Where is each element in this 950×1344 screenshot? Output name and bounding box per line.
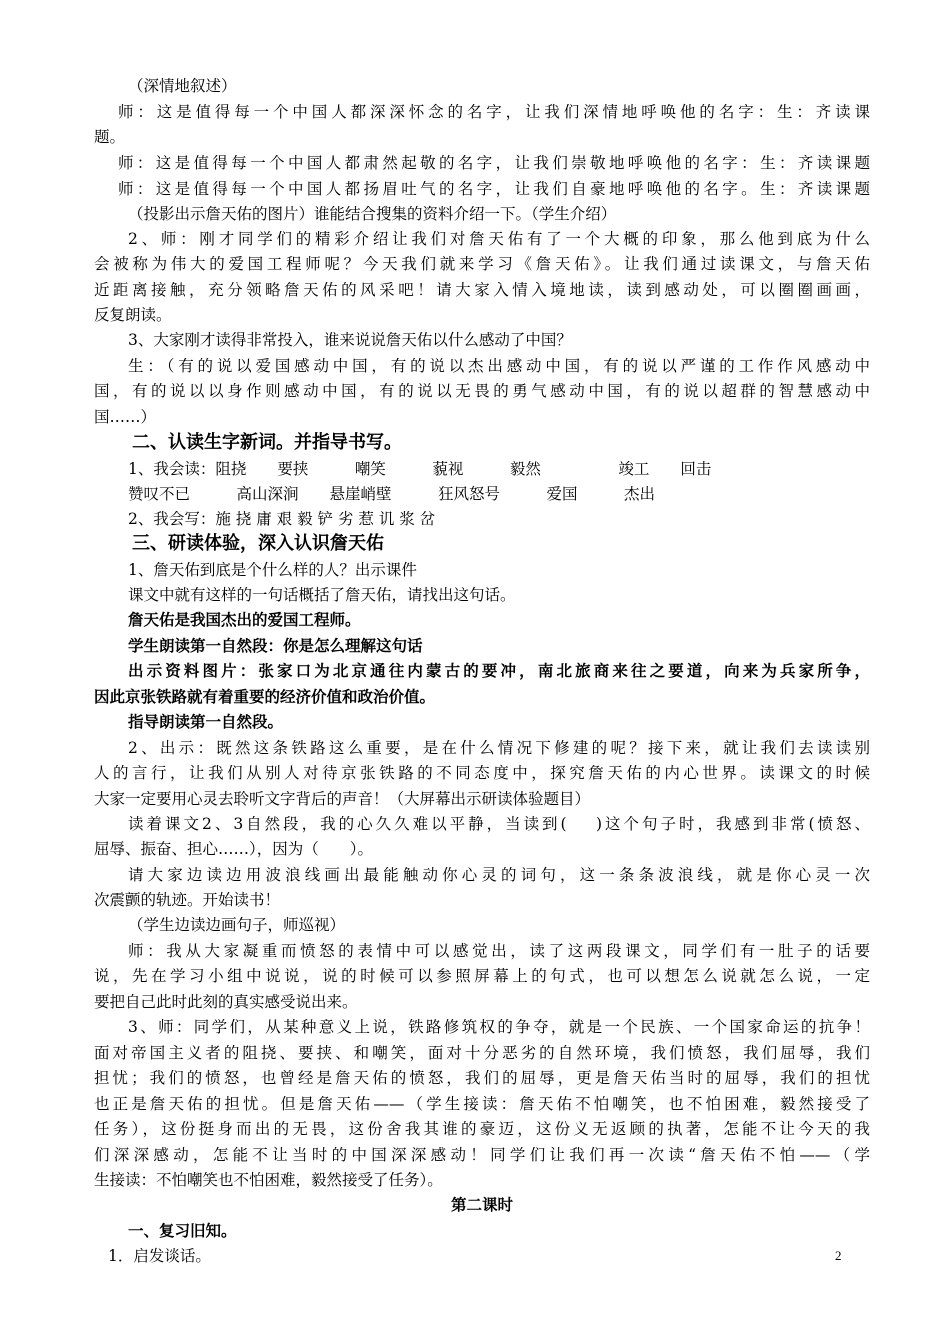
- bold-line: 詹天佑是我国杰出的爱国工程师。: [128, 610, 361, 629]
- text-line: 赞叹不已 高山深涧 悬崖峭壁 狂风怒号 爱国 杰出: [128, 485, 656, 503]
- section-heading: 二、认读生字新词。并指导书写。: [132, 432, 402, 453]
- text-line: 面对帝国主义者的阻挠、要挟、和嘲笑，面对十分恶劣的自然环境，我们愤怒，我们屈辱，我们: [94, 1044, 870, 1062]
- text-line: 要把自己此时此刻的真实感受说出来。: [94, 993, 358, 1011]
- text-line: 国……）: [94, 408, 157, 426]
- text-line: 也正是詹天佑的担忧。但是詹天佑——（学生接读：詹天佑不怕嘲笑，也不怕困难，毅然接受了: [94, 1095, 870, 1113]
- text-line: 师：这是值得每一个中国人都肃然起敬的名字，让我们崇敬地呼唤他的名字：生：齐读课题: [118, 154, 870, 172]
- text-line: 国，有的说以以身作则感动中国，有的说以无畏的勇气感动中国，有的说以超群的智慧感动中: [94, 382, 870, 400]
- text-line: 们深深感动，怎能不让当时的中国深深感动！同学们让我们再一次读“詹天佑不怕——（学: [94, 1146, 870, 1164]
- bold-line: 出示资料图片：张家口为北京通往内蒙古的要冲，南北旅商来往之要道，向来为兵家所争，: [128, 661, 870, 680]
- page-number: 2: [835, 1248, 842, 1263]
- text-line: 课文中就有这样的一句话概括了詹天佑，请找出这句话。: [128, 586, 516, 604]
- text-line: 1、詹天佑到底是个什么样的人？出示课件: [128, 561, 417, 579]
- text-line: 生接读：不怕嘲笑也不怕困难，毅然接受了任务）。: [94, 1171, 443, 1189]
- bold-line: 指导朗读第一自然段。: [128, 712, 284, 731]
- text-line: 反复朗读。: [94, 306, 172, 324]
- text-line: 说，先在学习小组中说说，说的时候可以参照屏幕上的句式，也可以想怎么说就怎么说，一定: [94, 967, 870, 985]
- text-line: 1、我会读：阻挠 要挟 嘲笑 藐视 毅然 竣工 回击: [128, 460, 712, 478]
- lesson-heading: 第二课时: [450, 1195, 513, 1214]
- text-line: 2、我会写：施 挠 庸 艰 毅 铲 劣 惹 讥 浆 岔: [128, 510, 436, 528]
- text-line: 读着课文2、3自然段，我的心久久难以平静，当读到( )这个句子时，我感到非常(愤怒、: [128, 815, 870, 833]
- bold-line: 学生朗读第一自然段：你是怎么理解这句话: [128, 636, 423, 655]
- text-line: 3、大家刚才读得非常投入，谁来说说詹天佑以什么感动了中国？: [128, 331, 572, 349]
- text-line: 担忧；我们的愤怒，也曾经是詹天佑的愤怒，我们的屈辱，更是詹天佑当时的屈辱，我们的担忧: [94, 1069, 870, 1087]
- text-line: 人的言行，让我们从别人对待京张铁路的不同态度中，探究詹天佑的内心世界。读课文的时候: [94, 764, 870, 782]
- text-line: （学生边读边画句子，师巡视）: [128, 916, 346, 934]
- text-line: 会被称为伟大的爱国工程师呢？今天我们就来学习《詹天佑》。让我们通过读课文，与詹天佑: [94, 255, 870, 273]
- text-line: 屈辱、振奋、担心……），因为（ ）。: [94, 840, 374, 858]
- text-line: 师：这是值得每一个中国人都扬眉吐气的名字，让我们自豪地呼唤他的名字。生：齐读课题: [118, 180, 870, 198]
- text-line: 任务），这份挺身而出的无畏，这份舍我其谁的豪迈，这份义无返顾的执著，怎能不让今天的我: [94, 1120, 870, 1138]
- text-line: 题。: [94, 128, 126, 146]
- text-line: 大家一定要用心灵去聆听文字背后的声音！（大屏幕出示研读体验题目）: [94, 790, 591, 808]
- text-line: 3、师：同学们，从某种意义上说，铁路修筑权的争夺，就是一个民族、一个国家命运的抗争！: [128, 1018, 870, 1036]
- bold-line: 一、复习旧知。: [128, 1221, 237, 1240]
- text-line: 请大家边读边用波浪线画出最能触动你心灵的词句，这一条条波浪线，就是你心灵一次: [128, 866, 870, 884]
- text-line: 生：（有的说以爱国感动中国，有的说以杰出感动中国，有的说以严谨的工作作风感动中: [128, 357, 870, 375]
- text-line: 2、师：刚才同学们的精彩介绍让我们对詹天佑有了一个大概的印象，那么他到底为什么: [128, 230, 870, 248]
- text-line: 1．启发谈话。: [108, 1247, 211, 1265]
- text-line: （投影出示詹天佑的图片）谁能结合搜集的资料介绍一下。（学生介绍）: [128, 205, 617, 223]
- text-line: 2、出示：既然这条铁路这么重要，是在什么情况下修建的呢？接下来，就让我们去读读别: [128, 739, 870, 757]
- text-line: 师：这是值得每一个中国人都深深怀念的名字，让我们深情地呼唤他的名字：生：齐读课: [118, 103, 870, 121]
- text-line: 次震颤的轨迹。开始读书！: [94, 891, 281, 909]
- bold-line: 因此京张铁路就有着重要的经济价值和政治价值。: [94, 687, 436, 706]
- text-line: 师：我从大家凝重而愤怒的表情中可以感觉出，读了这两段课文，同学们有一肚子的话要: [128, 942, 870, 960]
- section-heading: 三、研读体验，深入认识詹天佑: [132, 533, 384, 554]
- text-line: （深情地叙述）: [128, 77, 237, 95]
- text-line: 近距离接触，充分领略詹天佑的风采吧！请大家入情入境地读，读到感动处，可以圈圈画画，: [94, 281, 870, 299]
